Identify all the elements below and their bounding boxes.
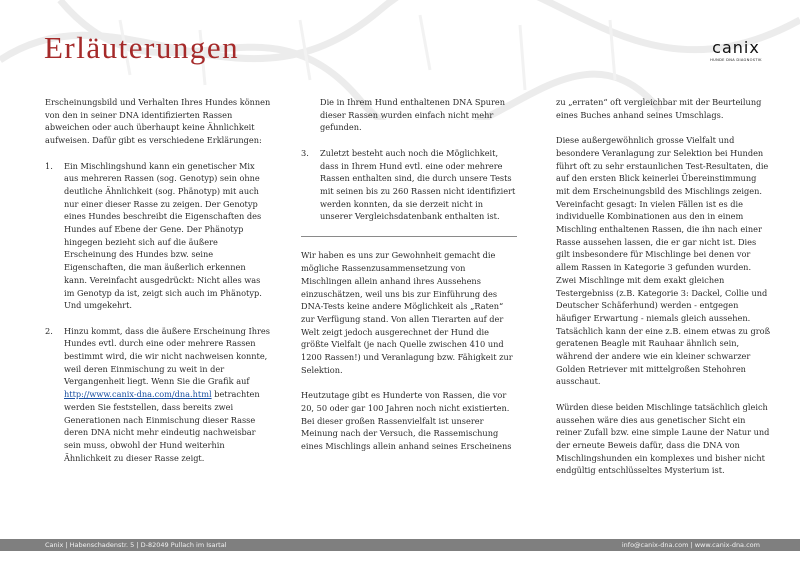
text-column-2 [301,96,517,453]
list-number-1: 1. [45,160,53,171]
body-paragraph-2: Heutzutage gibt es Hunderte von Rassen, die vor 20, 50 oder gar 100 Jahren noch nicht existierten. Bei dieser großen Rassenvielfalt ist unserer Meinung nach der Versuch, die Rassemischung eines Mischlings allein anhand seines Erscheinens [301,390,512,451]
list-text-2-part-a: Hinzu kommt, dass die äußere Erscheinung Ihres Hundes evtl. durch eine oder mehrere Rassen bestimmt wird, die wir nicht nachweisen konnte, weil deren Einmischung zu weit in der Vergangenheit liegt. Wenn Sie die Grafik auf [64,325,270,387]
list-number-3: 3. [301,147,309,158]
list-text-2-part-b: betrachten werden Sie feststellen, dass bereits zwei Generationen nach Einmischung dieser Rasse deren DNA nicht mehr eindeutig nachweisbar sein muss, obwohl der Hund weiterhin Ähnlichkeit zu dieser Rasse zeigt. [64,389,260,463]
footer-bar [0,539,800,551]
footer-address: Canix | Habenschadenstr. 5 | D-82049 Pullach im Isartal [45,541,227,549]
text-column-1 [45,96,271,464]
canix-logo [700,40,772,62]
body-paragraph-4: Würden diese beiden Mischlinge tatsächlich gleich aussehen wäre dies aus genetischer Sicht ein reiner Zufall bzw. eine simple Laune der Natur und der erneute Beweis dafür, dass die DNA von Mischlingshunden ein komplexes und bisher nicht endgültig entschlüsseltes Mysterium ist. [556,401,770,476]
page-title: Erläuterungen [44,30,240,65]
body-paragraph-3: Diese außergewöhnlich grosse Vielfalt und besondere Veranlagung zur Selektion bei Hunden führt oft zu sehr erstaunlichen Test-Resultaten, die auf den ersten Blick keinerlei Übereinstimmung mit dem Erscheinungsbild des Mischlings zeigen. Vereinfacht gesagt: In vielen Fällen ist es die individuelle Kombinationen aus den in einem Mischling enthaltenen Rassen, die ihn nach einer Rasse aussehen lassen, die er gar nicht ist. Dies gilt insbesondere für Mischlinge bei denen vor allem Rassen in Kategorie 3 gefunden wurden. Zwei Mischlinge mit dem exakt gleichen Testergebniss (z.B. Kategorie 3: Dackel, Collie und Deutscher Schäferhund) werden - entgegen häufiger Erwartung - niemals gleich aussehen. Tatsächlich kann der eine z.B. einem etwas zu groß geratenen Beagle mit Rauhaar ähnlich sein, während der andere wie ein kleiner schwarzer Golden Retriever mit mittelgroßen Stehohren ausschaut. [556,135,771,387]
footer-contact: info@canix-dna.com | www.canix-dna.com [621,541,760,549]
text-column-3 [556,96,772,477]
canix-dna-link[interactable]: http://www.canix-dna.com/dna.html [64,389,212,400]
intro-paragraph: Erscheinungsbild und Verhalten Ihres Hundes können von den in seiner DNA identifizierten Rassen abweichen oder auch überhaupt keine Ähnlichkeit aufweisen. Dafür gibt es verschiedene Erklärungen: [45,97,271,146]
list-item-2 [45,325,271,465]
list-text-1: Ein Mischlingshund kann ein genetischer Mix aus mehreren Rassen (sog. Genotyp) sein ohne deutliche Ähnlichkeit (sog. Phänotyp) mit auch nur einer dieser Rasse zu zeigen. Der Genotyp eines Hundes beschreibt die Eigenschaften des Hundes auf Ebene der Gene. Der Phänotyp hingegen bezieht sich auf die äußere Erscheinung des Hundes bzw. seine Eigenschaften, die man äußerlich erkennen kann. Vereinfacht ausgedrückt: Nicht alles was im Genotyp da ist, zeigt sich auch im Phänotyp. Und umgekehrt. [64,160,262,311]
list-text-3: Zuletzt besteht auch noch die Möglichkeit, dass in Ihrem Hund evtl. eine oder mehrere Rassen enthalten sind, die durch unsere Tests mit seinen bis zu 260 Rassen nicht identifiziert werden konnten, da sie derzeit nicht in unserer Vergleichsdatenbank enthalten ist. [320,147,516,222]
logo-tagline: HUNDE DNA DIAGNOSTIK [710,58,762,62]
body-paragraph-2-continued: zu „erraten“ oft vergleichbar mit der Beurteilung eines Buches anhand seines Umschlags. [556,97,762,120]
list-text-2 [64,325,271,465]
logo-wordmark: canix [712,38,760,57]
list-item-1 [45,160,271,312]
list-number-2: 2. [45,325,53,336]
list-text-2-continued: Die in Ihrem Hund enthaltenen DNA Spuren dieser Rassen wurden einfach nicht mehr gefunden. [320,97,505,133]
list-item-3 [301,147,517,223]
body-paragraph-1: Wir haben es uns zur Gewohnheit gemacht die mögliche Rassenzusammensetzung von Mischlingen allein anhand ihres Aussehens einzuschätzen, weil uns bis zur Einführung des DNA-Tests keine andere Möglichkeit als „Raten“ zur Verfügung stand. Von allen Tierarten auf der Welt zeigt jedoch ausgerechnet der Hund die größte Vielfalt (je nach Quelle zwischen 410 und 1200 Rassen!) und Veranlagung bzw. Fähigkeit zur Selektion. [301,250,513,375]
